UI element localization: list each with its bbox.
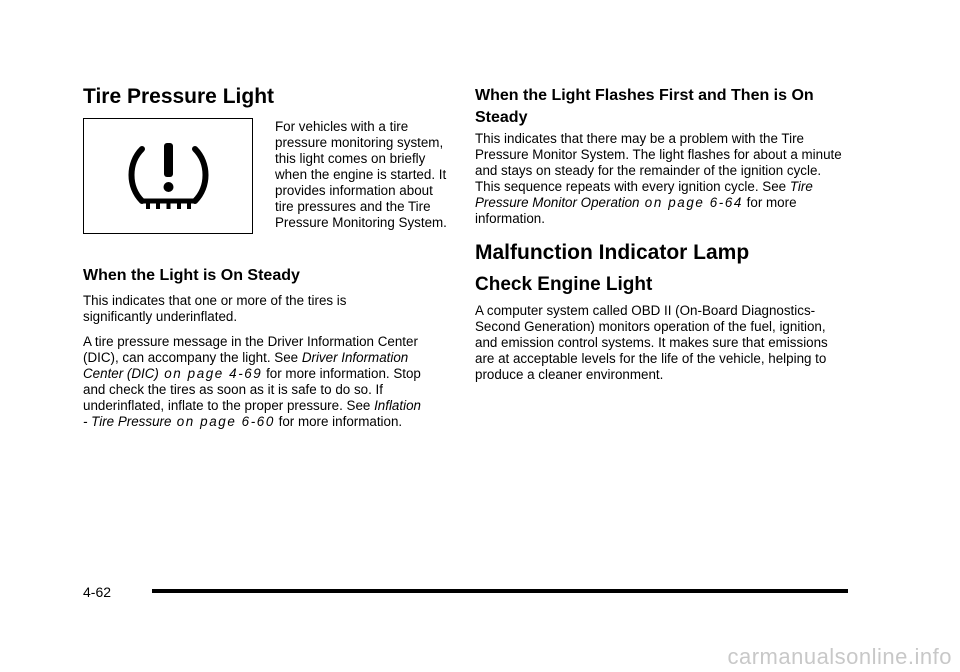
check-engine-paragraph: A computer system called OBD II (On-Board Diagnostics-Second Generation) monitors operation of the fuel, ignition, and emission control systems. It makes sure that emissions are at acceptable levels for the life of the vehicle, helping to produce a cleaner environment. xyxy=(475,303,828,382)
section-title-tire-pressure-light: Tire Pressure Light xyxy=(83,85,275,108)
footer-rule xyxy=(152,589,848,593)
tire-pressure-warning-icon xyxy=(84,119,251,232)
link-page-6-64[interactable]: on page 6-64 xyxy=(639,195,743,210)
page-number: 4-62 xyxy=(83,584,112,600)
heading-light-on-steady: When the Light is On Steady xyxy=(83,267,300,284)
text-run: for more information. xyxy=(475,195,797,226)
steady-paragraph-1: This indicates that one or more of the tires is significantly underinflated. xyxy=(83,293,347,324)
intro-paragraph: For vehicles with a tire pressure monitoring system, this light comes on briefly when the engine is started. It provides information about tire pressures and the Tire Pressure Monitoring System. xyxy=(275,119,447,230)
text-run: A tire pressure message in the Driver Information Center (DIC), can accompany the light. See xyxy=(83,334,418,365)
text-run: for more information. xyxy=(274,414,403,429)
text-run: for more information. Stop and check the tires as soon as it is safe to do so. If underinflated, inflate to the proper pressure. See xyxy=(83,366,421,413)
link-page-6-60[interactable]: on page 6-60 xyxy=(171,414,275,429)
heading-light-flashes: When the Light Flashes First and Then is On Steady xyxy=(475,87,814,126)
steady-paragraph-2 xyxy=(83,334,423,430)
link-tire-pressure-monitor-operation[interactable]: Tire Pressure Monitor Operation xyxy=(475,179,813,210)
link-inflation-tire-pressure[interactable]: Inflation - Tire Pressure xyxy=(83,398,421,429)
watermark: carmanualsonline.info xyxy=(727,644,952,669)
tire-pressure-light-figure xyxy=(83,118,253,234)
flash-paragraph xyxy=(475,131,847,227)
text-run: This indicates that there may be a problem with the Tire Pressure Monitor System. The light flashes for about a minute and stays on steady for the remainder of the ignition cycle. This sequence repeats with every ignition cycle. See xyxy=(475,131,842,194)
link-driver-information-center[interactable]: Driver Information Center (DIC) xyxy=(83,350,409,381)
link-page-4-69[interactable]: on page 4-69 xyxy=(158,366,263,381)
heading-check-engine-light: Check Engine Light xyxy=(475,274,653,295)
section-title-malfunction-indicator-lamp: Malfunction Indicator Lamp xyxy=(475,241,750,264)
